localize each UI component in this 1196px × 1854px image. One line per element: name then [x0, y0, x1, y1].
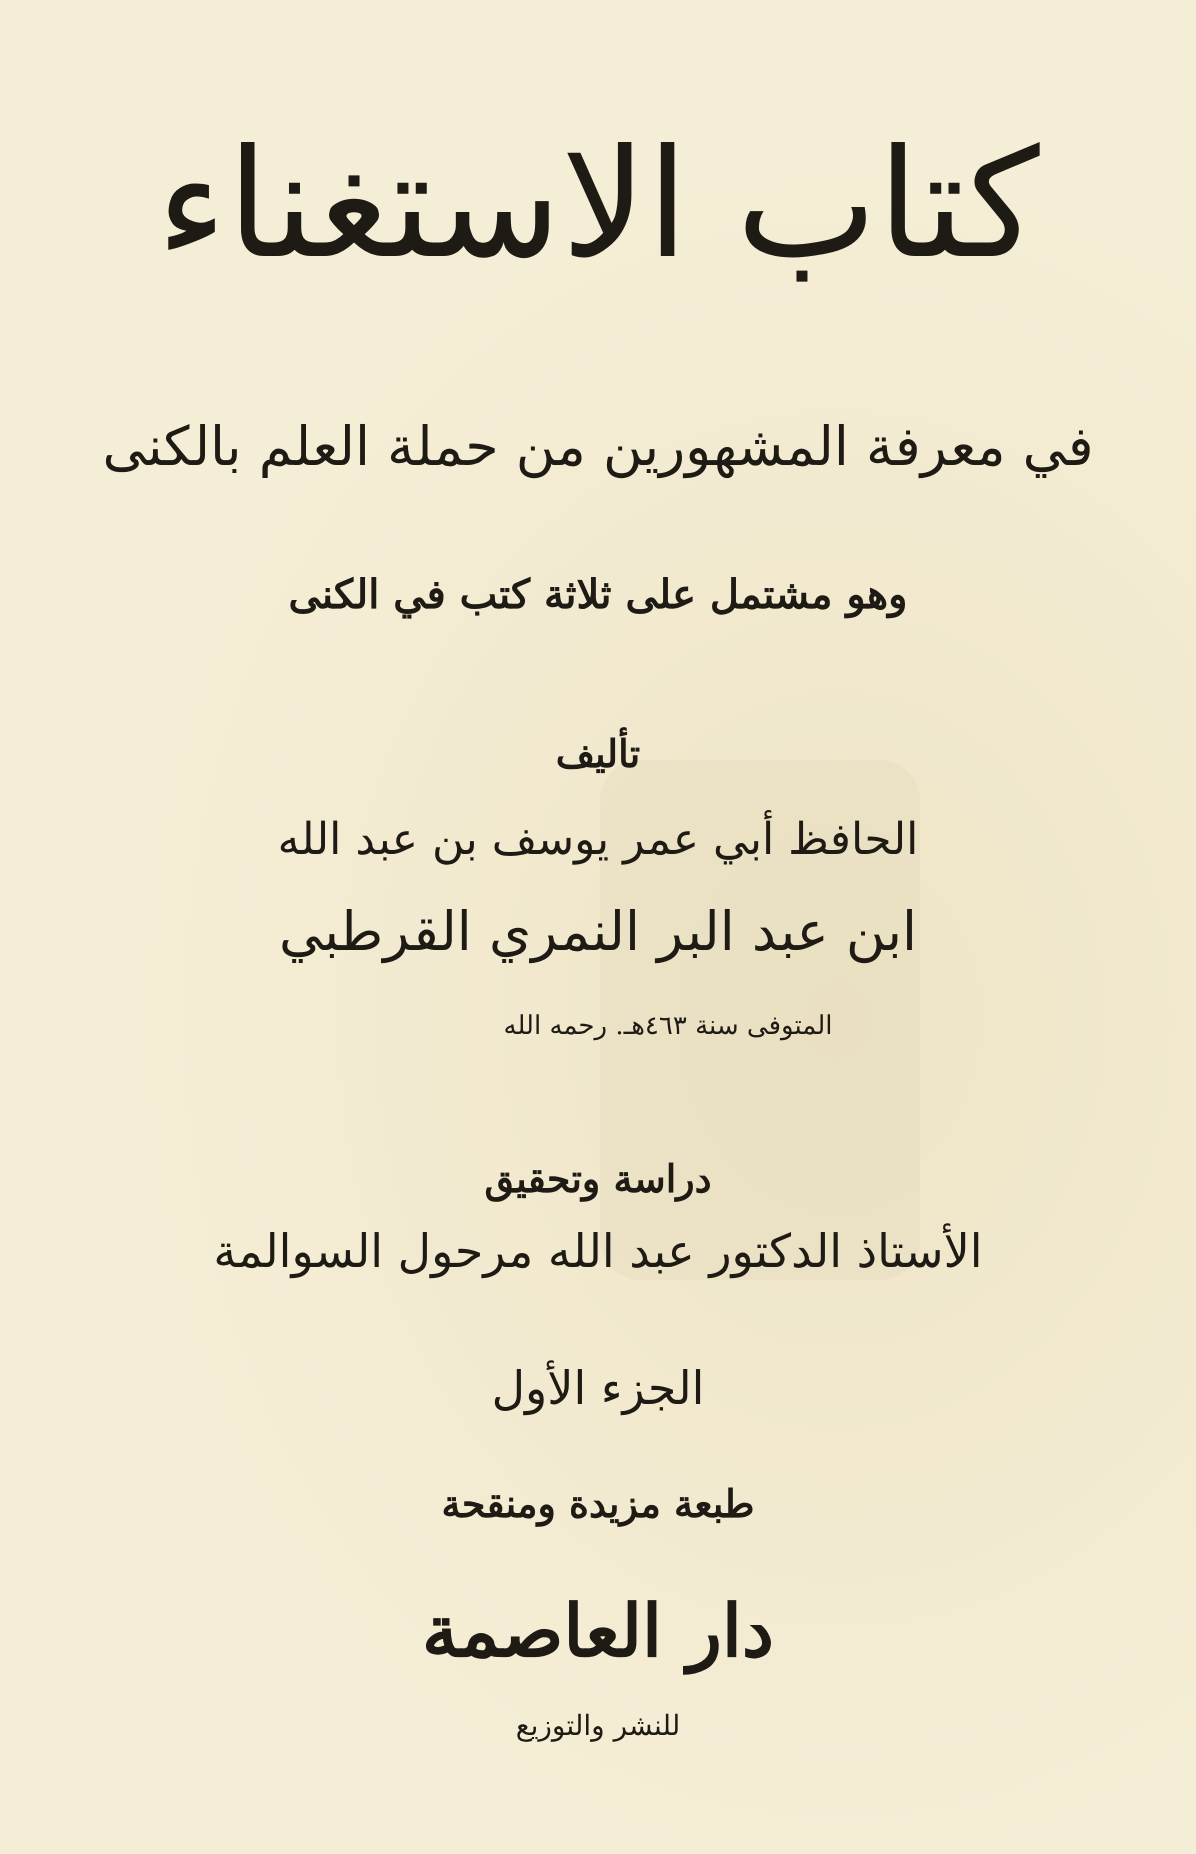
- editor-role-label: دراسة وتحقيق: [484, 1156, 712, 1201]
- editor-name: الأستاذ الدكتور عبد الله مرحول السوالمة: [213, 1224, 983, 1278]
- author-name-line-1: الحافظ أبي عمر يوسف بن عبد الله: [277, 814, 919, 865]
- publisher-name: دار العاصمة: [422, 1588, 774, 1673]
- publisher-tagline: للنشر والتوزيع: [515, 1709, 681, 1742]
- edition-label: طبعة مزيدة ومنقحة: [441, 1481, 755, 1526]
- author-death-note: المتوفى سنة ٤٦٣هـ. رحمه الله: [503, 1011, 833, 1041]
- author-name-line-2: ابن عبد البر النمري القرطبي: [278, 900, 918, 963]
- book-contents-note: وهو مشتمل على ثلاثة كتب في الكنى: [288, 571, 908, 618]
- book-subtitle: في معرفة المشهورين من حملة العلم بالكنى: [102, 415, 1094, 478]
- authorship-label: تأليف: [555, 731, 641, 776]
- volume-label: الجزء الأول: [491, 1361, 705, 1415]
- book-title: كتاب الاستغناء: [156, 118, 1040, 292]
